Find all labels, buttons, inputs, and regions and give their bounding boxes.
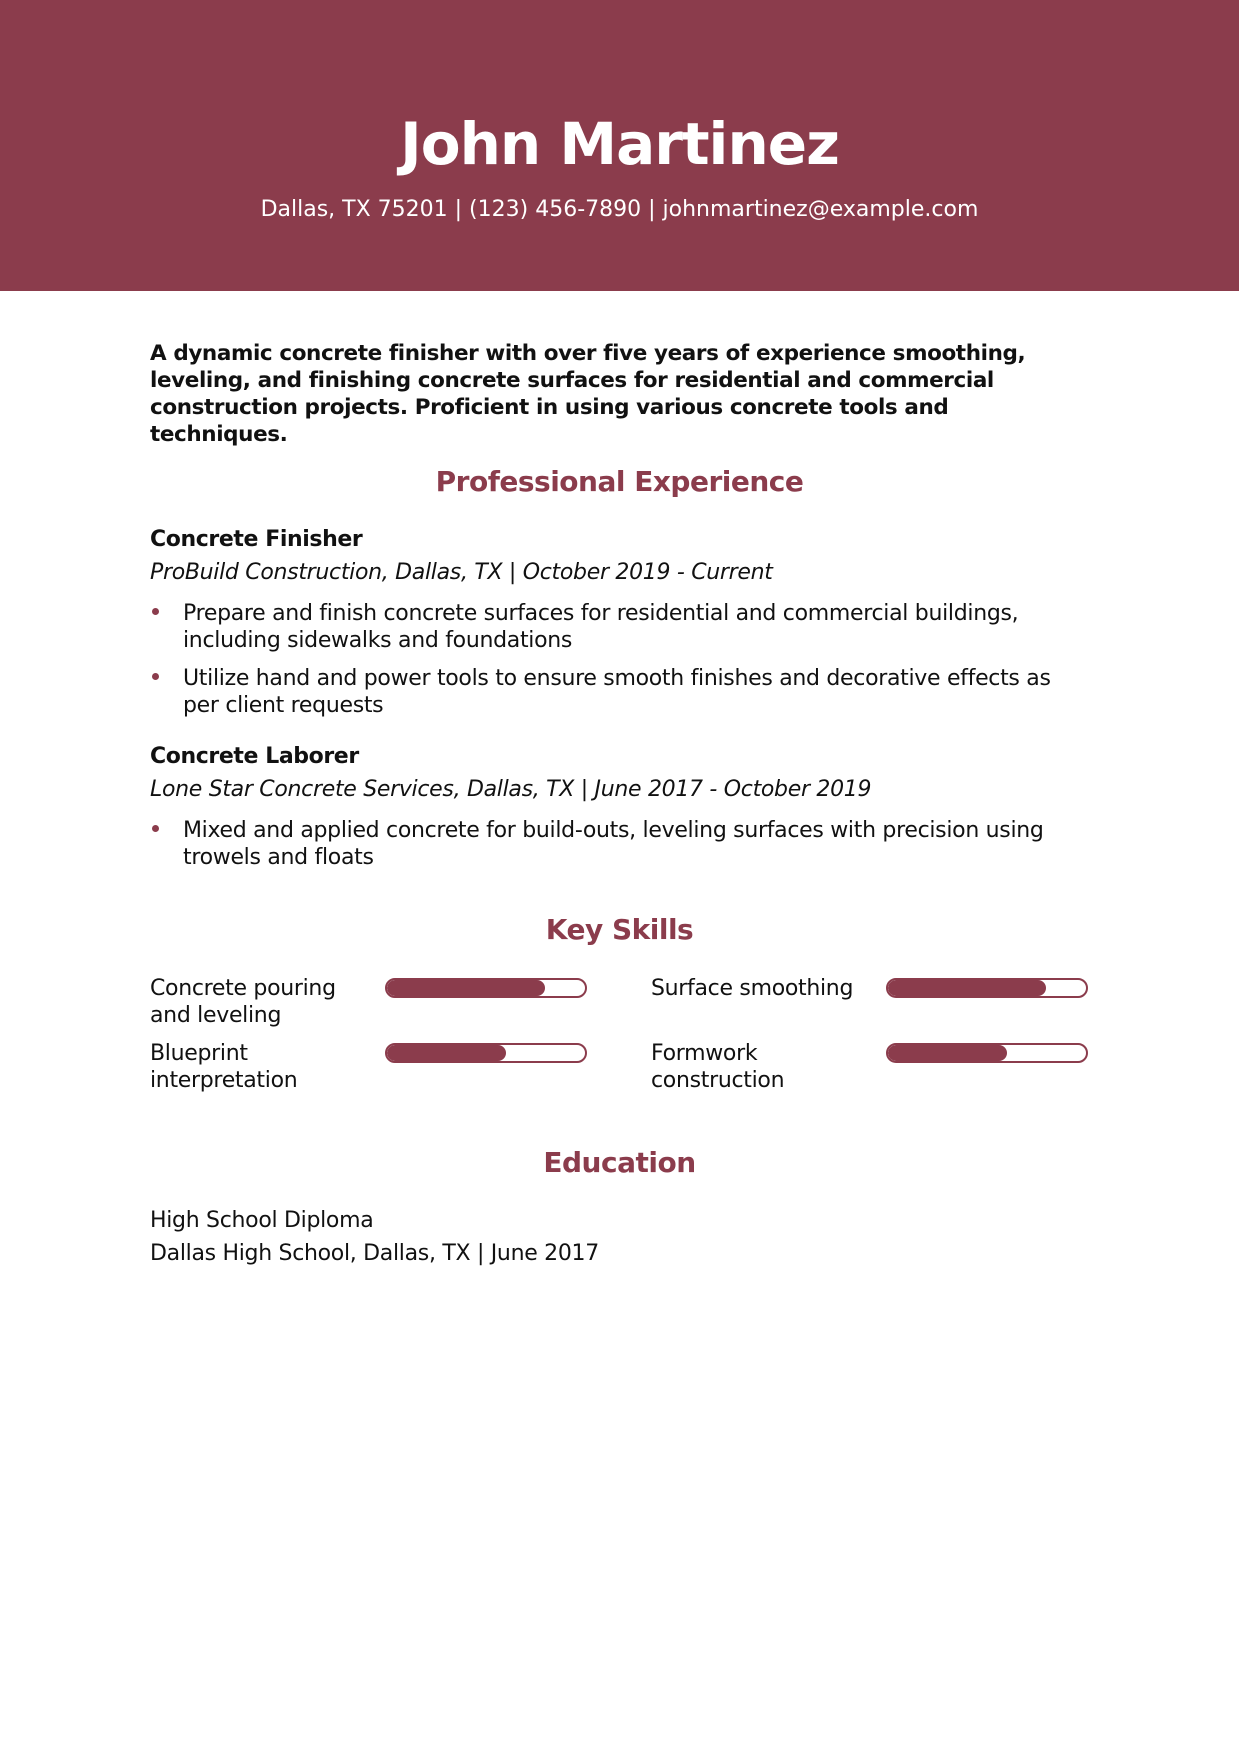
section-title-education: Education [543,1146,696,1179]
job-meta: ProBuild Construction, Dallas, TX | October 2019 - Current [150,560,773,585]
job-bullet: Utilize hand and power tools to ensure smooth finishes and decorative effects as per client requests [150,665,1090,719]
job-title: Concrete Laborer [150,744,359,769]
job-bullet: Mixed and applied concrete for build-outs, leveling surfaces with precision using trowels and floats [150,817,1090,871]
education-degree: High School Diploma [150,1208,374,1233]
skill-level-bar [886,978,1088,998]
skill-level-fill [888,980,1046,996]
skill-level-fill [888,1045,1007,1061]
skill-label: Blueprint interpretation [150,1041,298,1093]
job-bullet: Prepare and finish concrete surfaces for residential and commercial buildings, including sidewalks and foundations [150,600,1090,654]
professional-summary: A dynamic concrete finisher with over five years of experience smoothing, leveling, and finishing concrete surfaces for residential and commercial construction projects. Proficient in using various concrete tools and techniques. [150,341,1026,447]
job-title: Concrete Finisher [150,527,363,552]
skill-label: Concrete pouring and leveling [150,976,336,1028]
bullet-icon [152,825,159,832]
education-school: Dallas High School, Dallas, TX | June 2017 [150,1241,599,1266]
skill-label: Formwork construction [651,1041,785,1093]
skill-level-bar [886,1043,1088,1063]
job-meta: Lone Star Concrete Services, Dallas, TX | June 2017 - October 2019 [150,777,872,802]
header-banner [0,0,1239,291]
skill-level-bar [385,978,587,998]
section-title-skills: Key Skills [545,913,694,946]
skill-level-fill [387,1045,506,1061]
skill-level-fill [387,980,545,996]
section-title-experience: Professional Experience [435,465,804,498]
candidate-name: John Martinez [400,110,839,178]
bullet-icon [152,673,159,680]
contact-info: Dallas, TX 75201 | (123) 456-7890 | johnmartinez@example.com [260,197,979,222]
bullet-icon [152,608,159,615]
skill-label: Surface smoothing [651,976,854,1001]
skill-level-bar [385,1043,587,1063]
